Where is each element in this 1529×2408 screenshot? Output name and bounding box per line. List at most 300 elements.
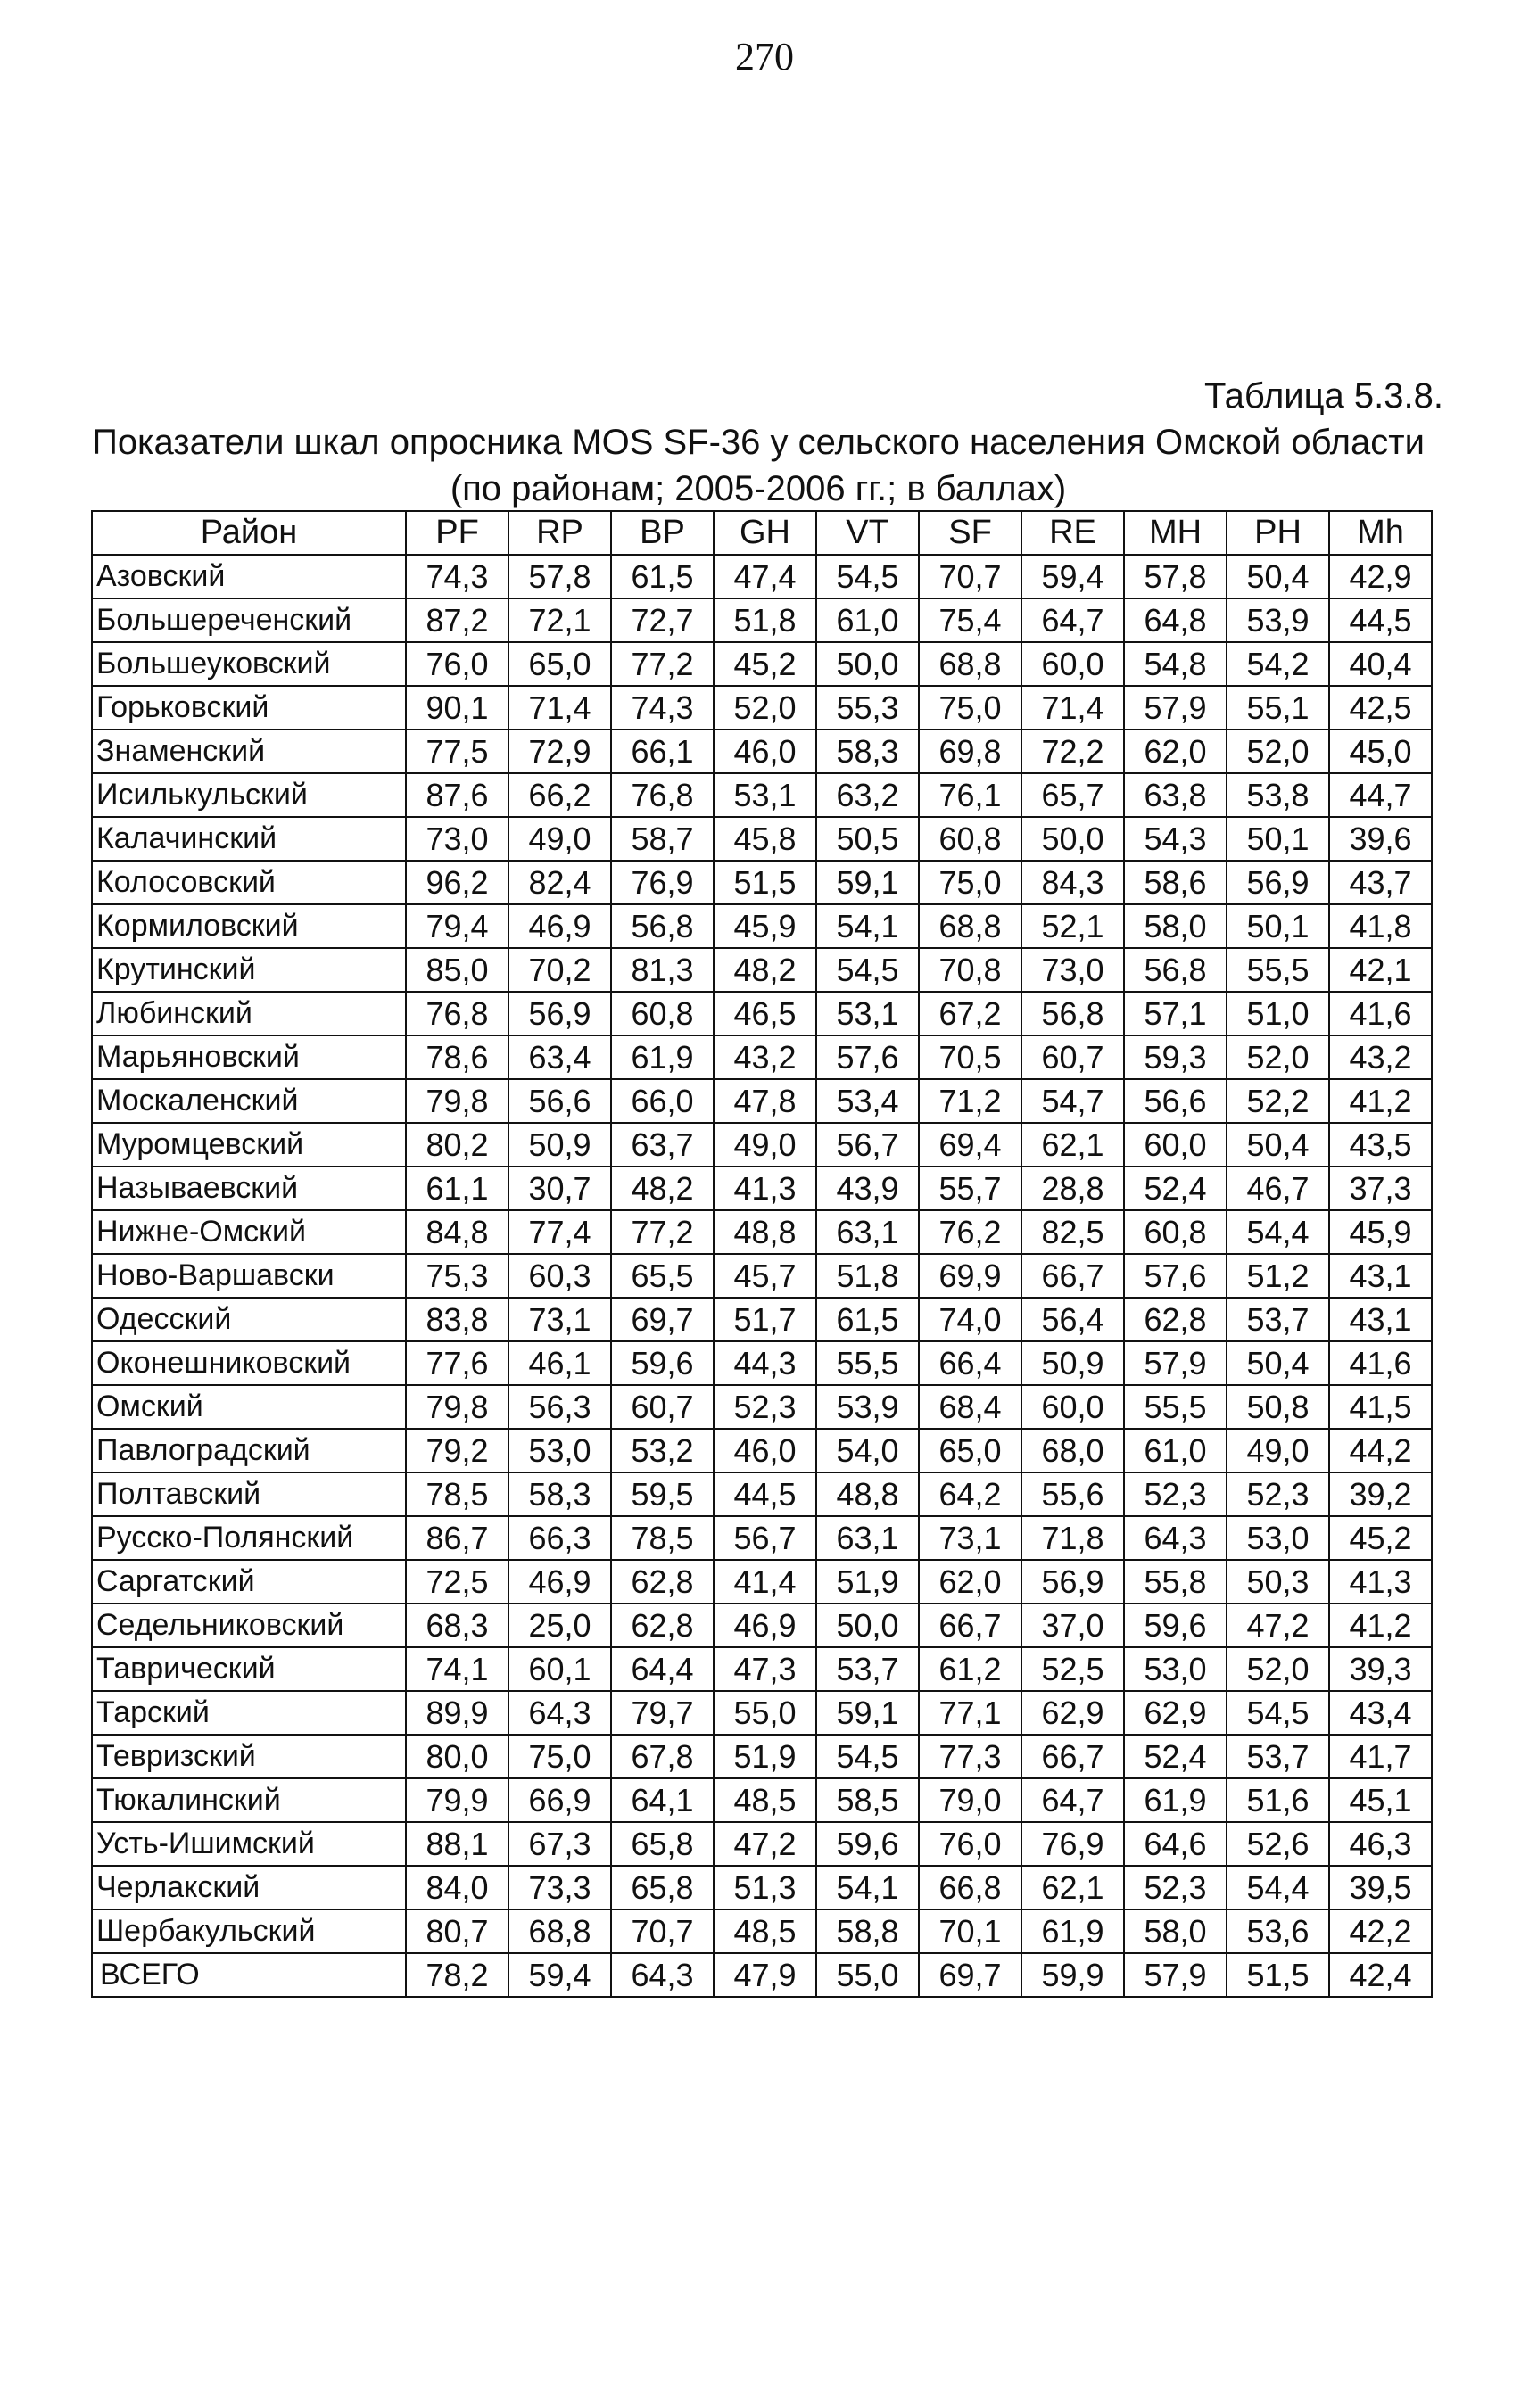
score-cell: 50,1	[1227, 904, 1329, 948]
score-cell: 60,8	[611, 992, 714, 1035]
score-cell: 52,0	[1227, 1035, 1329, 1079]
score-cell: 76,1	[919, 773, 1021, 817]
score-cell: 47,3	[714, 1647, 816, 1691]
score-cell: 46,1	[508, 1341, 611, 1385]
score-cell: 61,9	[1124, 1778, 1227, 1822]
score-cell: 62,1	[1021, 1866, 1124, 1909]
score-cell: 86,7	[406, 1516, 508, 1560]
score-cell: 89,9	[406, 1691, 508, 1735]
score-cell: 59,4	[508, 1953, 611, 1997]
score-cell: 54,3	[1124, 817, 1227, 861]
score-cell: 42,1	[1329, 948, 1432, 992]
score-cell: 56,4	[1021, 1298, 1124, 1341]
score-cell: 87,6	[406, 773, 508, 817]
score-cell: 55,5	[1124, 1385, 1227, 1429]
score-cell: 41,2	[1329, 1079, 1432, 1123]
district-name-cell: Седельниковский	[92, 1604, 406, 1647]
score-cell: 66,2	[508, 773, 611, 817]
score-cell: 48,8	[714, 1210, 816, 1254]
score-cell: 69,8	[919, 730, 1021, 773]
score-cell: 61,0	[816, 598, 919, 642]
score-cell: 66,4	[919, 1341, 1021, 1385]
score-cell: 80,2	[406, 1123, 508, 1167]
score-cell: 48,5	[714, 1778, 816, 1822]
score-cell: 41,6	[1329, 992, 1432, 1035]
score-cell: 44,5	[714, 1472, 816, 1516]
score-cell: 47,2	[1227, 1604, 1329, 1647]
score-cell: 37,0	[1021, 1604, 1124, 1647]
score-cell: 64,8	[1124, 598, 1227, 642]
score-cell: 55,1	[1227, 686, 1329, 730]
score-cell: 75,3	[406, 1254, 508, 1298]
score-cell: 58,3	[816, 730, 919, 773]
score-cell: 74,3	[611, 686, 714, 730]
table-row	[92, 817, 1432, 861]
score-cell: 76,0	[919, 1822, 1021, 1866]
score-cell: 52,5	[1021, 1647, 1124, 1691]
score-cell: 53,9	[816, 1385, 919, 1429]
table-row-total	[92, 1953, 1432, 1997]
score-cell: 56,7	[714, 1516, 816, 1560]
score-cell: 66,8	[919, 1866, 1021, 1909]
score-cell: 59,3	[1124, 1035, 1227, 1079]
score-cell: 42,5	[1329, 686, 1432, 730]
score-cell: 60,8	[919, 817, 1021, 861]
score-cell: 51,8	[816, 1254, 919, 1298]
district-name-cell: Большеуковский	[92, 642, 406, 686]
score-cell: 50,0	[1021, 817, 1124, 861]
score-cell: 60,7	[611, 1385, 714, 1429]
score-cell: 63,2	[816, 773, 919, 817]
score-cell: 66,9	[508, 1778, 611, 1822]
score-cell: 44,2	[1329, 1429, 1432, 1472]
score-cell: 79,0	[919, 1778, 1021, 1822]
score-cell: 76,9	[611, 861, 714, 904]
score-cell: 45,9	[714, 904, 816, 948]
score-cell: 49,0	[508, 817, 611, 861]
score-cell: 70,7	[919, 555, 1021, 598]
score-cell: 61,5	[816, 1298, 919, 1341]
score-cell: 47,9	[714, 1953, 816, 1997]
score-cell: 58,6	[1124, 861, 1227, 904]
score-cell: 55,7	[919, 1167, 1021, 1210]
score-cell: 84,0	[406, 1866, 508, 1909]
score-cell: 70,8	[919, 948, 1021, 992]
score-cell: 79,4	[406, 904, 508, 948]
column-header-re: RE	[1021, 511, 1124, 555]
score-cell: 50,0	[816, 1604, 919, 1647]
score-cell: 64,4	[611, 1647, 714, 1691]
score-cell: 51,0	[1227, 992, 1329, 1035]
score-cell: 55,8	[1124, 1560, 1227, 1604]
district-name-cell: Марьяновский	[92, 1035, 406, 1079]
score-cell: 66,0	[611, 1079, 714, 1123]
score-cell: 57,9	[1124, 1953, 1227, 1997]
score-cell: 42,2	[1329, 1909, 1432, 1953]
score-cell: 52,0	[714, 686, 816, 730]
district-name-cell: Усть-Ишимский	[92, 1822, 406, 1866]
score-cell: 55,0	[714, 1691, 816, 1735]
score-cell: 45,2	[714, 642, 816, 686]
score-cell: 96,2	[406, 861, 508, 904]
score-cell: 47,4	[714, 555, 816, 598]
score-cell: 57,9	[1124, 1341, 1227, 1385]
score-cell: 54,1	[816, 904, 919, 948]
score-cell: 43,7	[1329, 861, 1432, 904]
score-cell: 53,6	[1227, 1909, 1329, 1953]
score-cell: 52,1	[1021, 904, 1124, 948]
score-cell: 52,4	[1124, 1735, 1227, 1778]
score-cell: 54,4	[1227, 1866, 1329, 1909]
score-cell: 53,0	[1124, 1647, 1227, 1691]
score-cell: 46,9	[508, 904, 611, 948]
score-cell: 77,6	[406, 1341, 508, 1385]
score-cell: 55,3	[816, 686, 919, 730]
column-header-gh: GH	[714, 511, 816, 555]
score-cell: 50,9	[1021, 1341, 1124, 1385]
score-cell: 76,9	[1021, 1822, 1124, 1866]
table-row	[92, 1167, 1432, 1210]
score-cell: 53,1	[714, 773, 816, 817]
score-cell: 59,4	[1021, 555, 1124, 598]
score-cell: 54,4	[1227, 1210, 1329, 1254]
table-row	[92, 686, 1432, 730]
score-cell: 60,0	[1124, 1123, 1227, 1167]
score-cell: 69,7	[919, 1953, 1021, 1997]
score-cell: 82,4	[508, 861, 611, 904]
score-cell: 65,0	[919, 1429, 1021, 1472]
score-cell: 53,9	[1227, 598, 1329, 642]
score-cell: 59,6	[611, 1341, 714, 1385]
table-row	[92, 861, 1432, 904]
score-cell: 53,1	[816, 992, 919, 1035]
score-cell: 42,4	[1329, 1953, 1432, 1997]
table-row	[92, 904, 1432, 948]
score-cell: 43,2	[714, 1035, 816, 1079]
score-cell: 50,8	[1227, 1385, 1329, 1429]
score-cell: 81,3	[611, 948, 714, 992]
score-cell: 65,5	[611, 1254, 714, 1298]
score-cell: 59,6	[1124, 1604, 1227, 1647]
score-cell: 57,8	[1124, 555, 1227, 598]
score-cell: 53,2	[611, 1429, 714, 1472]
table-row	[92, 1429, 1432, 1472]
table-row	[92, 1341, 1432, 1385]
district-name-cell: Омский	[92, 1385, 406, 1429]
score-cell: 57,6	[816, 1035, 919, 1079]
score-cell: 74,1	[406, 1647, 508, 1691]
score-cell: 39,2	[1329, 1472, 1432, 1516]
score-cell: 43,9	[816, 1167, 919, 1210]
table-row	[92, 1647, 1432, 1691]
score-cell: 68,4	[919, 1385, 1021, 1429]
district-name-cell: Знаменский	[92, 730, 406, 773]
table-row	[92, 1472, 1432, 1516]
score-cell: 70,7	[611, 1909, 714, 1953]
score-cell: 50,0	[816, 642, 919, 686]
score-cell: 58,0	[1124, 1909, 1227, 1953]
score-cell: 63,8	[1124, 773, 1227, 817]
score-cell: 70,1	[919, 1909, 1021, 1953]
score-cell: 52,3	[714, 1385, 816, 1429]
score-cell: 67,8	[611, 1735, 714, 1778]
column-header-ph: PH	[1227, 511, 1329, 555]
score-cell: 62,8	[611, 1560, 714, 1604]
score-cell: 71,4	[508, 686, 611, 730]
score-cell: 85,0	[406, 948, 508, 992]
score-cell: 61,9	[611, 1035, 714, 1079]
score-cell: 56,7	[816, 1123, 919, 1167]
score-cell: 64,3	[508, 1691, 611, 1735]
district-name-cell: Кормиловский	[92, 904, 406, 948]
score-cell: 54,5	[816, 1735, 919, 1778]
score-cell: 49,0	[714, 1123, 816, 1167]
score-cell: 68,8	[919, 642, 1021, 686]
score-cell: 48,8	[816, 1472, 919, 1516]
score-cell: 55,5	[1227, 948, 1329, 992]
table-row	[92, 1735, 1432, 1778]
score-cell: 72,1	[508, 598, 611, 642]
score-cell: 66,1	[611, 730, 714, 773]
score-cell: 41,5	[1329, 1385, 1432, 1429]
score-cell: 77,5	[406, 730, 508, 773]
score-cell: 67,3	[508, 1822, 611, 1866]
score-cell: 63,1	[816, 1210, 919, 1254]
district-name-cell: Большереченский	[92, 598, 406, 642]
district-name-cell: Калачинский	[92, 817, 406, 861]
score-cell: 51,9	[714, 1735, 816, 1778]
score-cell: 69,9	[919, 1254, 1021, 1298]
score-cell: 56,3	[508, 1385, 611, 1429]
table-label: Таблица 5.3.8.	[1203, 376, 1443, 416]
score-cell: 60,0	[1021, 1385, 1124, 1429]
score-cell: 56,9	[508, 992, 611, 1035]
score-cell: 57,8	[508, 555, 611, 598]
score-cell: 58,8	[816, 1909, 919, 1953]
score-cell: 90,1	[406, 686, 508, 730]
score-cell: 70,5	[919, 1035, 1021, 1079]
district-name-cell: Муромцевский	[92, 1123, 406, 1167]
score-cell: 43,4	[1329, 1691, 1432, 1735]
score-cell: 78,5	[406, 1472, 508, 1516]
score-cell: 53,8	[1227, 773, 1329, 817]
table-row	[92, 1604, 1432, 1647]
score-cell: 47,2	[714, 1822, 816, 1866]
score-cell: 53,7	[1227, 1298, 1329, 1341]
score-cell: 74,0	[919, 1298, 1021, 1341]
table-row	[92, 1778, 1432, 1822]
score-cell: 44,5	[1329, 598, 1432, 642]
score-cell: 69,7	[611, 1298, 714, 1341]
score-cell: 45,8	[714, 817, 816, 861]
score-cell: 63,1	[816, 1516, 919, 1560]
column-header-sf: SF	[919, 511, 1021, 555]
score-cell: 53,7	[816, 1647, 919, 1691]
score-cell: 59,9	[1021, 1953, 1124, 1997]
score-cell: 66,3	[508, 1516, 611, 1560]
score-cell: 62,8	[611, 1604, 714, 1647]
score-cell: 63,7	[611, 1123, 714, 1167]
score-cell: 48,2	[714, 948, 816, 992]
district-name-cell: Крутинский	[92, 948, 406, 992]
score-cell: 57,9	[1124, 686, 1227, 730]
column-header-pf: PF	[406, 511, 508, 555]
column-header-mh: Mh	[1329, 511, 1432, 555]
score-cell: 75,0	[919, 861, 1021, 904]
score-cell: 46,0	[714, 730, 816, 773]
score-cell: 60,7	[1021, 1035, 1124, 1079]
score-cell: 50,9	[508, 1123, 611, 1167]
score-cell: 78,6	[406, 1035, 508, 1079]
score-cell: 73,3	[508, 1866, 611, 1909]
score-cell: 79,8	[406, 1385, 508, 1429]
district-name-cell: Черлакский	[92, 1866, 406, 1909]
score-cell: 69,4	[919, 1123, 1021, 1167]
score-cell: 68,0	[1021, 1429, 1124, 1472]
score-cell: 79,9	[406, 1778, 508, 1822]
score-cell: 50,4	[1227, 1123, 1329, 1167]
score-cell: 68,3	[406, 1604, 508, 1647]
score-cell: 80,7	[406, 1909, 508, 1953]
score-cell: 45,1	[1329, 1778, 1432, 1822]
score-cell: 41,2	[1329, 1604, 1432, 1647]
sf36-scores-table	[91, 510, 1433, 1998]
score-cell: 54,8	[1124, 642, 1227, 686]
score-cell: 58,5	[816, 1778, 919, 1822]
score-cell: 76,8	[406, 992, 508, 1035]
score-cell: 72,9	[508, 730, 611, 773]
district-name-cell: Тарский	[92, 1691, 406, 1735]
score-cell: 64,6	[1124, 1822, 1227, 1866]
table-row	[92, 1254, 1432, 1298]
score-cell: 73,0	[1021, 948, 1124, 992]
table-row	[92, 1210, 1432, 1254]
score-cell: 48,5	[714, 1909, 816, 1953]
table-row	[92, 1035, 1432, 1079]
score-cell: 66,7	[1021, 1254, 1124, 1298]
score-cell: 60,1	[508, 1647, 611, 1691]
score-cell: 72,7	[611, 598, 714, 642]
table-row	[92, 1298, 1432, 1341]
table-row	[92, 1822, 1432, 1866]
score-cell: 45,2	[1329, 1516, 1432, 1560]
score-cell: 83,8	[406, 1298, 508, 1341]
score-cell: 62,8	[1124, 1298, 1227, 1341]
score-cell: 44,3	[714, 1341, 816, 1385]
table-caption: Показатели шкал опросника MOS SF-36 у сельского населения Омской области (по районам; 2005-2006 гг.; в баллах)	[92, 423, 1425, 508]
table-row	[92, 1385, 1432, 1429]
score-cell: 56,9	[1021, 1560, 1124, 1604]
score-cell: 67,2	[919, 992, 1021, 1035]
score-cell: 46,5	[714, 992, 816, 1035]
score-cell: 71,4	[1021, 686, 1124, 730]
score-cell: 50,5	[816, 817, 919, 861]
score-cell: 51,8	[714, 598, 816, 642]
score-cell: 57,6	[1124, 1254, 1227, 1298]
score-cell: 46,7	[1227, 1167, 1329, 1210]
score-cell: 68,8	[508, 1909, 611, 1953]
score-cell: 51,3	[714, 1866, 816, 1909]
score-cell: 45,9	[1329, 1210, 1432, 1254]
district-name-cell: Любинский	[92, 992, 406, 1035]
table-row	[92, 1516, 1432, 1560]
score-cell: 62,0	[1124, 730, 1227, 773]
score-cell: 52,2	[1227, 1079, 1329, 1123]
table-row	[92, 773, 1432, 817]
score-cell: 64,7	[1021, 1778, 1124, 1822]
district-name-cell: ВСЕГО	[92, 1953, 406, 1997]
score-cell: 56,8	[1124, 948, 1227, 992]
table-body	[92, 555, 1432, 1997]
district-name-cell: Павлоградский	[92, 1429, 406, 1472]
score-cell: 87,2	[406, 598, 508, 642]
district-name-cell: Нижне-Омский	[92, 1210, 406, 1254]
score-cell: 73,1	[919, 1516, 1021, 1560]
score-cell: 55,0	[816, 1953, 919, 1997]
column-header-vt: VT	[816, 511, 919, 555]
score-cell: 52,3	[1227, 1472, 1329, 1516]
district-name-cell: Ново-Варшавски	[92, 1254, 406, 1298]
score-cell: 82,5	[1021, 1210, 1124, 1254]
table-header-row	[92, 511, 1432, 555]
score-cell: 70,2	[508, 948, 611, 992]
score-cell: 51,7	[714, 1298, 816, 1341]
score-cell: 30,7	[508, 1167, 611, 1210]
score-cell: 76,8	[611, 773, 714, 817]
score-cell: 75,0	[919, 686, 1021, 730]
score-cell: 50,1	[1227, 817, 1329, 861]
score-cell: 53,0	[1227, 1516, 1329, 1560]
score-cell: 54,5	[816, 948, 919, 992]
score-cell: 71,8	[1021, 1516, 1124, 1560]
score-cell: 54,2	[1227, 642, 1329, 686]
score-cell: 61,2	[919, 1647, 1021, 1691]
score-cell: 77,3	[919, 1735, 1021, 1778]
score-cell: 65,8	[611, 1866, 714, 1909]
score-cell: 64,1	[611, 1778, 714, 1822]
score-cell: 65,0	[508, 642, 611, 686]
score-cell: 65,7	[1021, 773, 1124, 817]
score-cell: 84,3	[1021, 861, 1124, 904]
table-row	[92, 1123, 1432, 1167]
score-cell: 77,4	[508, 1210, 611, 1254]
score-cell: 59,5	[611, 1472, 714, 1516]
score-cell: 39,3	[1329, 1647, 1432, 1691]
score-cell: 84,8	[406, 1210, 508, 1254]
score-cell: 53,4	[816, 1079, 919, 1123]
score-cell: 39,5	[1329, 1866, 1432, 1909]
district-name-cell: Шербакульский	[92, 1909, 406, 1953]
score-cell: 72,5	[406, 1560, 508, 1604]
score-cell: 61,9	[1021, 1909, 1124, 1953]
district-name-cell: Русско-Полянский	[92, 1516, 406, 1560]
score-cell: 53,7	[1227, 1735, 1329, 1778]
score-cell: 60,3	[508, 1254, 611, 1298]
score-cell: 41,4	[714, 1560, 816, 1604]
score-cell: 79,2	[406, 1429, 508, 1472]
score-cell: 50,3	[1227, 1560, 1329, 1604]
score-cell: 55,6	[1021, 1472, 1124, 1516]
page-number: 270	[735, 35, 794, 78]
score-cell: 56,8	[611, 904, 714, 948]
score-cell: 77,2	[611, 1210, 714, 1254]
table-row	[92, 948, 1432, 992]
score-cell: 75,0	[508, 1735, 611, 1778]
score-cell: 68,8	[919, 904, 1021, 948]
score-cell: 41,3	[714, 1167, 816, 1210]
score-cell: 52,6	[1227, 1822, 1329, 1866]
score-cell: 50,4	[1227, 1341, 1329, 1385]
